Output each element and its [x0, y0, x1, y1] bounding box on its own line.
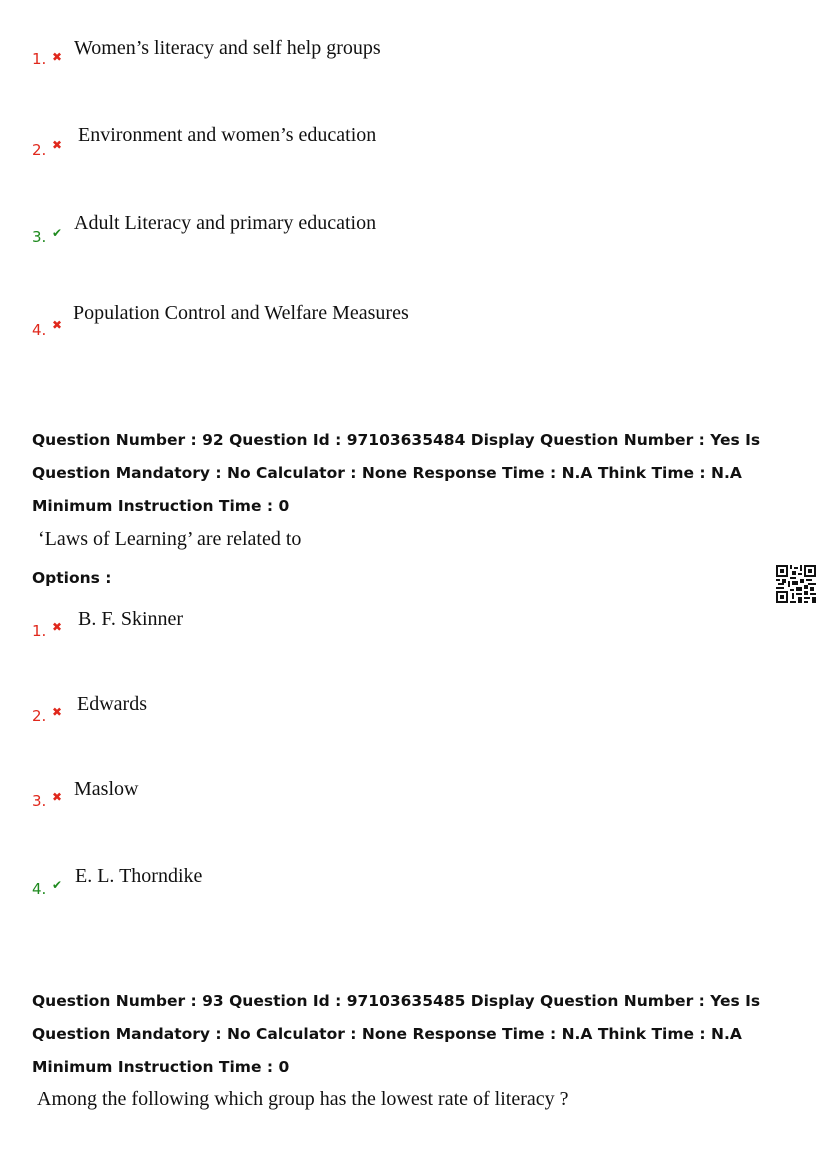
option-number: 2. — [32, 141, 47, 159]
cross-icon: ✖ — [52, 705, 63, 719]
option-text: Women’s literacy and self help groups — [74, 37, 381, 59]
options-label: Options : — [32, 569, 112, 587]
question-93-text: Among the following which group has the lowest rate of literacy ? — [37, 1088, 569, 1110]
option-text: Maslow — [74, 778, 139, 800]
check-icon: ✔ — [52, 226, 63, 240]
question-92-meta: Question Number : 92 Question Id : 97103635484 Display Question Number : Yes Is Question Mandatory : No Calculator : None Response Time : N.A Think Time : N.A Minimum Instruction Time : 0 — [32, 431, 761, 515]
option-text: Edwards — [77, 693, 147, 715]
option-text: Environment and women’s education — [78, 124, 377, 146]
option-text: E. L. Thorndike — [75, 865, 203, 887]
cross-icon: ✖ — [52, 318, 63, 332]
question-93-meta: Question Number : 93 Question Id : 97103635485 Display Question Number : Yes Is Question Mandatory : No Calculator : None Response Time : N.A Think Time : N.A Minimum Instruction Time : 0 — [32, 992, 761, 1076]
option-number: 3. — [32, 228, 47, 246]
option-text: B. F. Skinner — [78, 608, 184, 630]
option-text: Adult Literacy and primary education — [74, 212, 377, 234]
question-92-text: ‘Laws of Learning’ are related to — [38, 528, 302, 550]
option-text: Population Control and Welfare Measures — [73, 302, 409, 324]
option-number: 1. — [32, 50, 47, 68]
cross-icon: ✖ — [52, 138, 63, 152]
option-number: 4. — [32, 321, 47, 339]
check-icon: ✔ — [52, 878, 63, 892]
option-number: 3. — [32, 792, 47, 810]
cross-icon: ✖ — [52, 790, 63, 804]
option-number: 2. — [32, 707, 47, 725]
cross-icon: ✖ — [52, 620, 63, 634]
cross-icon: ✖ — [52, 50, 63, 64]
option-number: 4. — [32, 880, 47, 898]
qr-code-icon — [776, 565, 816, 603]
option-number: 1. — [32, 622, 47, 640]
